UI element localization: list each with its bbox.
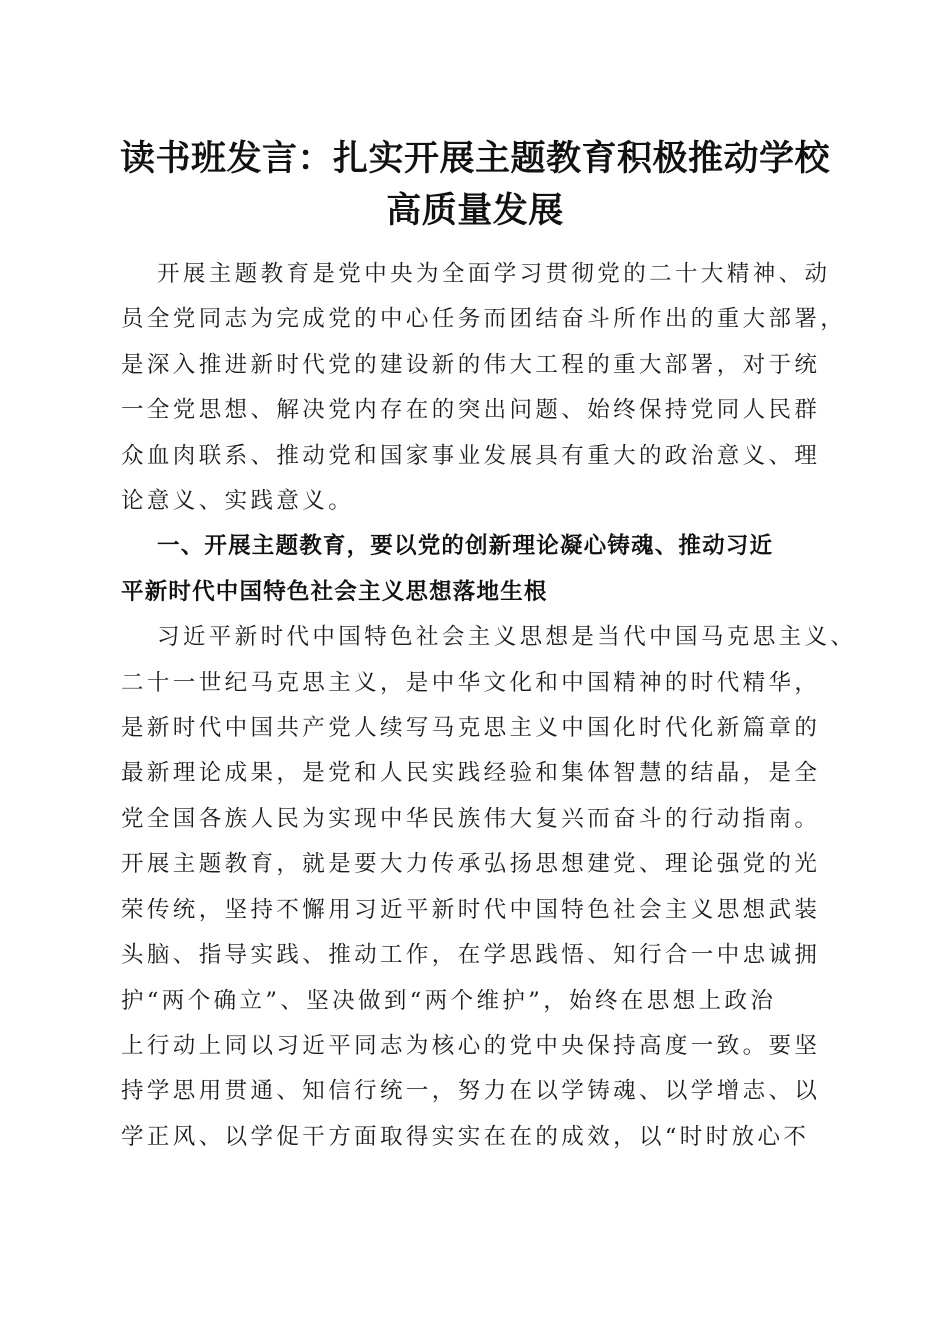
text-line: 一全党思想、解决党内存在的突出问题、始终保持党同人民群 xyxy=(121,397,821,424)
heading-line: 一、开展主题教育，要以党的创新理论凝心铸魂、推动习近 xyxy=(157,533,774,560)
intro-paragraph xyxy=(121,252,847,524)
text-line: 二十一世纪马克思主义，是中华文化和中国精神的时代精华， xyxy=(121,669,821,696)
title-line-1: 读书班发言：扎实开展主题教育积极推动学校 xyxy=(119,138,830,179)
text-line: 是深入推进新时代党的建设新的伟大工程的重大部署，对于统 xyxy=(121,351,821,378)
text-line: 护“两个确立”、坚决做到“两个维护”，始终在思想上政治 xyxy=(121,987,777,1014)
text-line: 党全国各族人民为实现中华民族伟大复兴而奋斗的行动指南。 xyxy=(121,805,821,832)
document-body xyxy=(121,252,857,1160)
text-line: 是新时代中国共产党人续写马克思主义中国化时代化新篇章的 xyxy=(121,715,821,742)
section-1-heading xyxy=(121,524,831,615)
text-line: 最新理论成果，是党和人民实践经验和集体智慧的结晶，是全 xyxy=(121,760,821,787)
text-line: 头脑、指导实践、推动工作，在学思践悟、知行合一中忠诚拥 xyxy=(121,942,821,969)
heading-line: 平新时代中国特色社会主义思想落地生根 xyxy=(121,578,548,605)
text-line: 开展主题教育，就是要大力传承弘扬思想建党、理论强党的光 xyxy=(121,851,821,878)
text-line: 众血肉联系、推动党和国家事业发展具有重大的政治意义、理 xyxy=(121,442,821,469)
text-line: 上行动上同以习近平同志为核心的党中央保持高度一致。要坚 xyxy=(121,1032,821,1059)
text-line: 持学思用贯通、知信行统一，努力在以学铸魂、以学增志、以 xyxy=(121,1078,821,1105)
text-line: 学正风、以学促干方面取得实实在在的成效，以“时时放心不 xyxy=(121,1123,810,1150)
text-line: 论意义、实践意义。 xyxy=(121,488,355,515)
title-line-2: 高质量发展 xyxy=(386,190,564,231)
text-line: 习近平新时代中国特色社会主义思想是当代中国马克思主义、 xyxy=(157,624,857,651)
text-line: 员全党同志为完成党的中心任务而团结奋斗所作出的重大部署， xyxy=(121,306,847,333)
document-title xyxy=(100,133,850,237)
text-line: 荣传统，坚持不懈用习近平新时代中国特色社会主义思想武装 xyxy=(121,896,821,923)
section-1-paragraph xyxy=(121,615,857,1160)
text-line: 开展主题教育是党中央为全面学习贯彻党的二十大精神、动 xyxy=(157,261,831,287)
